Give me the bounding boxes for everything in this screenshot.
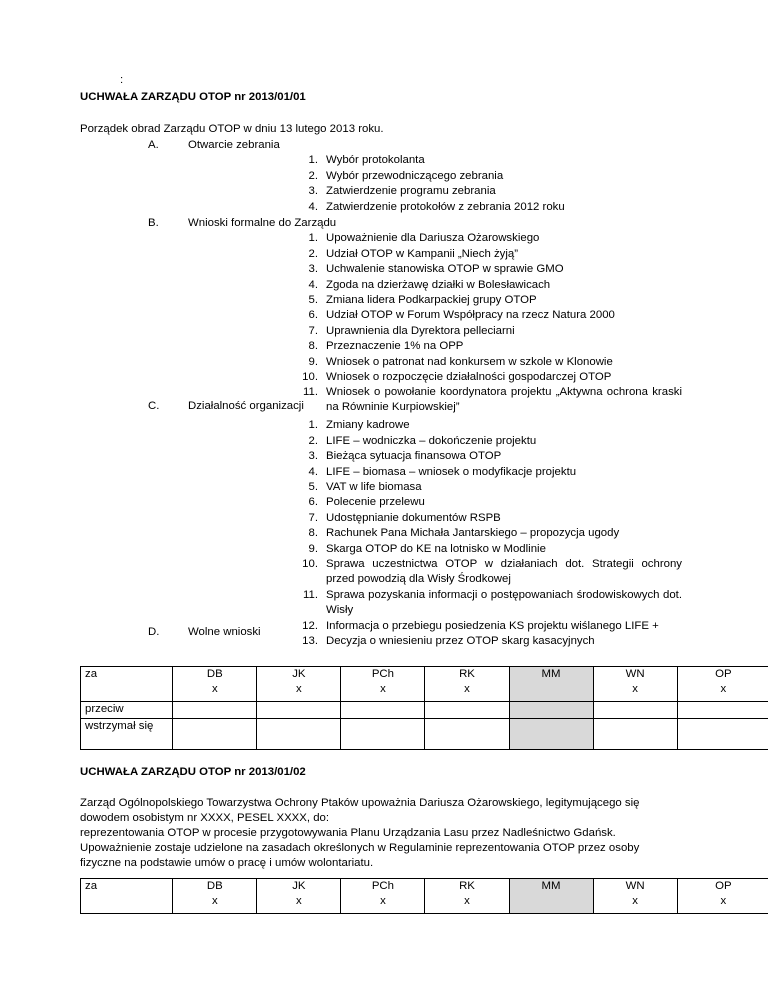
section-letter: B. xyxy=(148,217,159,229)
resolution-2-text xyxy=(80,796,720,871)
voter-initials: MM xyxy=(541,880,561,892)
agenda-item-text: Rachunek Pana Michała Jantarskiego – propozycja ugody xyxy=(326,527,620,540)
agenda-item-number: 2. xyxy=(308,247,318,260)
agenda-item-text: Sprawa pozyskania informacji o postępowaniach środowiskowych dot. Wisły xyxy=(326,588,682,616)
agenda-item-text: Uprawnienia dla Dyrektora pelleciarni xyxy=(326,324,515,337)
agenda-item-text: Zmiany kadrowe xyxy=(326,419,410,432)
vote-cell-mm xyxy=(509,667,593,702)
resolution-2-line-1: Zarząd Ogólnopolskiego Towarzystwa Ochrony Ptaków upoważnia Dariusza Ożarowskiego, legitymującego się xyxy=(80,797,640,809)
voter-initials: DB xyxy=(206,880,223,892)
agenda-item-text: Udział OTOP w Kampanii „Niech żyją” xyxy=(326,247,519,260)
agenda-item-text: Skarga OTOP do KE na lotnisko w Modlinie xyxy=(326,542,546,555)
vote-mark: x xyxy=(720,895,727,908)
vote-cell-pch xyxy=(341,667,425,702)
vote-cell-db xyxy=(173,879,257,914)
vote-cell-op xyxy=(677,879,768,914)
vote-row xyxy=(81,667,768,702)
vote-mark: x xyxy=(296,895,302,908)
section-letter: A. xyxy=(148,139,159,151)
voter-initials: MM xyxy=(541,668,561,680)
agenda-item-text: LIFE – biomasa – wniosek o modyfikacje projektu xyxy=(326,465,577,478)
agenda-item-text: VAT w life biomasa xyxy=(326,481,422,493)
voter-initials: PCh xyxy=(371,880,394,892)
resolution-title-1: UCHWAŁA ZARZĄDU OTOP nr 2013/01/01 xyxy=(80,91,306,103)
vote-mark: x xyxy=(380,895,386,908)
vote-cell-pch xyxy=(341,702,425,719)
agenda-item-number: 13. xyxy=(302,635,318,647)
vote-cell-rk xyxy=(425,667,509,702)
agenda-item-number: 9. xyxy=(308,542,318,555)
vote-cell-op xyxy=(677,667,768,702)
agenda-item-text: Udostępnianie dokumentów RSPB xyxy=(326,511,501,524)
agenda-item-text: Polecenie przelewu xyxy=(326,496,425,509)
agenda-item-text: Zmiana lidera Podkarpackiej grupy OTOP xyxy=(326,294,537,306)
agenda-item-text: Zgoda na dzierżawę działki w Bolesławicach xyxy=(326,278,551,291)
agenda-item-text: Informacja o przebiegu posiedzenia KS projektu wiślanego LIFE + xyxy=(326,619,659,632)
vote-cell-pch xyxy=(341,879,425,914)
agenda-item-text: Wniosek o rozpoczęcie działalności gospodarczej OTOP xyxy=(326,371,612,383)
agenda-item-text: Wniosek o patronat nad konkursem w szkole w Klonowie xyxy=(326,355,613,368)
vote-row-label: za xyxy=(81,667,173,702)
vote-row-label: wstrzymał się xyxy=(81,719,173,750)
agenda-item-number: 4. xyxy=(308,200,318,213)
marker: : xyxy=(120,74,124,86)
agenda-item-number: 10. xyxy=(302,371,318,383)
section-letter: C. xyxy=(148,400,160,412)
agenda-item-number: 9. xyxy=(308,355,318,368)
vote-cell-rk xyxy=(425,719,509,750)
agenda-item-number: 7. xyxy=(308,324,318,337)
vote-cell-jk xyxy=(257,879,341,914)
vote-cell-op xyxy=(677,702,768,719)
voter-initials: OP xyxy=(715,668,732,680)
agenda-item-text: Udział OTOP w Forum Współpracy na rzecz Natura 2000 xyxy=(326,309,615,322)
voter-initials: DB xyxy=(206,668,223,680)
agenda-item-text: Sprawa uczestnictwa OTOP w działaniach dot. Strategii ochrony przed powodzią dla Wisły Środkowej xyxy=(326,558,682,586)
agenda-item-number: 12. xyxy=(302,619,318,632)
voter-initials: WN xyxy=(625,880,645,892)
agenda-item-text: Wybór protokolanta xyxy=(326,154,425,167)
agenda-item-number: 6. xyxy=(308,496,318,509)
agenda-item-number: 1. xyxy=(308,232,318,245)
agenda-item-text: Bieżąca sytuacja finansowa OTOP xyxy=(326,450,502,463)
vote-cell-wn xyxy=(593,719,677,750)
resolution-2-line-5: fizyczne na podstawie umów o pracę i umów wolontariatu. xyxy=(80,857,374,870)
vote-mark: x xyxy=(296,683,302,696)
agenda-item-number: 10. xyxy=(302,558,318,570)
vote-cell-pch xyxy=(341,719,425,750)
vote-cell-db xyxy=(173,702,257,719)
vote-row-label: przeciw xyxy=(81,702,173,719)
vote-mark: x xyxy=(211,683,218,696)
vote-cell-mm xyxy=(509,719,593,750)
agenda-item-number: 3. xyxy=(308,450,318,463)
section-letter: D. xyxy=(148,626,160,638)
agenda-intro: Porządek obrad Zarządu OTOP w dniu 13 lutego 2013 roku. xyxy=(80,123,384,135)
agenda-item-text: Przeznaczenie 1% na OPP xyxy=(326,340,464,353)
agenda-item-number: 5. xyxy=(308,294,318,306)
vote-cell-jk xyxy=(257,667,341,702)
voter-initials: RK xyxy=(459,880,475,892)
agenda-item-number: 8. xyxy=(308,340,318,353)
vote-mark: x xyxy=(464,683,470,696)
voter-initials: JK xyxy=(292,668,306,680)
vote-cell-op xyxy=(677,719,768,750)
vote-row xyxy=(81,879,768,914)
vote-mark: x xyxy=(632,895,638,908)
agenda-item-text: Uchwalenie stanowiska OTOP w sprawie GMO xyxy=(326,263,564,276)
section-title: Otwarcie zebrania xyxy=(188,139,280,151)
vote-cell-wn xyxy=(593,667,677,702)
agenda-item-text: Wniosek o powołanie koordynatora projektu „Aktywna ochrona kraski na Równinie Kurpiowskiej” xyxy=(326,386,682,414)
vote-cell-mm xyxy=(509,702,593,719)
vote-mark: x xyxy=(720,683,727,696)
agenda-item-text: Zatwierdzenie protokołów z zebrania 2012 roku xyxy=(326,200,565,213)
voter-initials: PCh xyxy=(371,668,394,680)
agenda-item-text: Wybór przewodniczącego zebrania xyxy=(326,169,504,182)
agenda-item-text: Decyzja o wniesieniu przez OTOP skarg kasacyjnych xyxy=(326,635,595,647)
vote-mark: x xyxy=(464,895,470,908)
agenda-item-number: 4. xyxy=(308,465,318,478)
agenda-item-number: 1. xyxy=(308,154,318,167)
vote-cell-jk xyxy=(257,719,341,750)
agenda-item-number: 11. xyxy=(303,386,318,399)
vote-cell-db xyxy=(173,719,257,750)
agenda-item-number: 4. xyxy=(308,278,318,291)
agenda-item-text: Upoważnienie dla Dariusza Ożarowskiego xyxy=(326,232,540,245)
agenda-item-number: 8. xyxy=(308,527,318,540)
agenda-item-number: 3. xyxy=(308,263,318,276)
voter-initials: WN xyxy=(625,668,645,680)
resolution-2-line-3: reprezentowania OTOP w procesie przygotowywania Planu Urządzania Lasu przez Nadleśnictwo Gdańsk. xyxy=(80,827,616,840)
agenda-item-number: 5. xyxy=(308,481,318,493)
section-title: Wolne wnioski xyxy=(188,626,261,638)
vote-cell-rk xyxy=(425,702,509,719)
agenda-item-number: 2. xyxy=(308,169,318,182)
agenda-item-number: 1. xyxy=(308,419,318,432)
vote-mark: x xyxy=(632,683,638,696)
agenda-item-number: 2. xyxy=(308,434,318,447)
vote-table-1 xyxy=(80,666,768,750)
resolution-title-2: UCHWAŁA ZARZĄDU OTOP nr 2013/01/02 xyxy=(80,766,306,778)
vote-table-2 xyxy=(80,878,768,914)
vote-cell-rk xyxy=(425,879,509,914)
vote-row xyxy=(81,702,768,719)
agenda-item-number: 6. xyxy=(308,309,318,322)
agenda-item-number: 7. xyxy=(308,511,318,524)
vote-cell-jk xyxy=(257,702,341,719)
vote-cell-mm xyxy=(509,879,593,914)
vote-cell-wn xyxy=(593,879,677,914)
vote-mark: x xyxy=(380,683,386,696)
resolution-2-line-2: dowodem osobistym nr XXXX, PESEL XXXX, do: xyxy=(80,812,330,825)
section-title: Działalność organizacji xyxy=(188,400,304,412)
vote-cell-wn xyxy=(593,702,677,719)
vote-cell-db xyxy=(173,667,257,702)
voter-initials: JK xyxy=(292,880,306,892)
vote-row xyxy=(81,719,768,750)
voter-initials: RK xyxy=(459,668,475,680)
agenda-item-number: 3. xyxy=(308,185,318,198)
vote-row-label: za xyxy=(81,879,173,914)
agenda-item-text: Zatwierdzenie programu zebrania xyxy=(326,185,496,198)
section-title: Wnioski formalne do Zarządu xyxy=(188,217,337,229)
vote-mark: x xyxy=(211,895,218,908)
agenda-item-text: LIFE – wodniczka – dokończenie projektu xyxy=(326,434,537,447)
agenda-item-number: 11. xyxy=(303,588,318,601)
resolution-2-line-4: Upoważnienie zostaje udzielone na zasadach określonych w Regulaminie reprezentowania OTOP przez osoby xyxy=(80,842,640,855)
voter-initials: OP xyxy=(715,880,732,892)
